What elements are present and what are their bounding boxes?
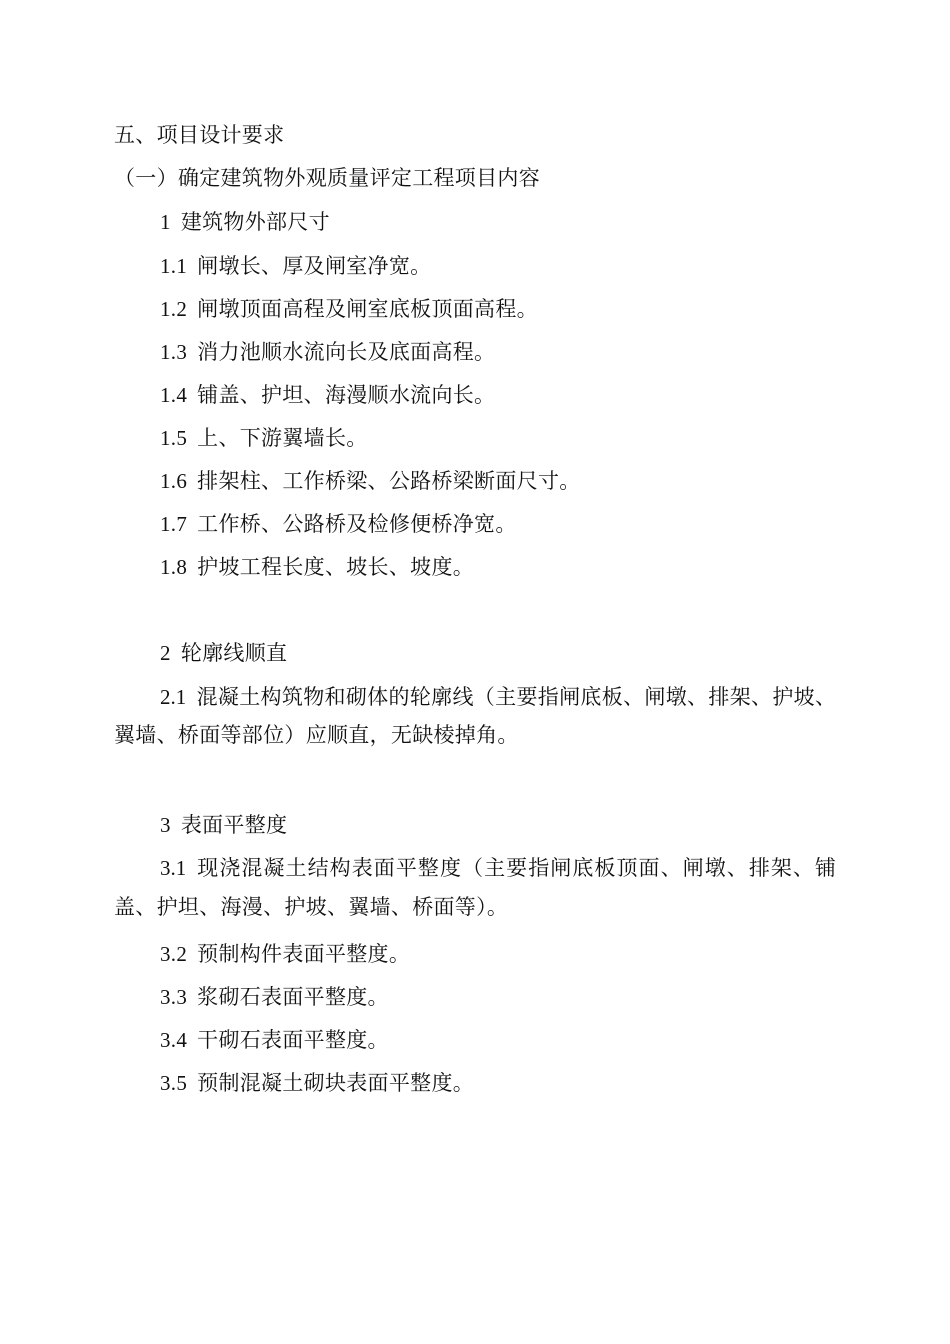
section-3-title [160,812,287,838]
item-number: 3.3 [160,985,188,1009]
item-number: 2.1 [160,685,187,709]
section-1-number: 1 [160,210,171,234]
list-item [160,253,431,279]
list-item [160,554,474,580]
item-text: 上、下游翼墙长。 [197,426,368,450]
item-number: 1.5 [160,426,188,450]
item-number: 1.3 [160,340,188,364]
item-text: 干砌石表面平整度。 [197,1028,389,1052]
item-text: 预制混凝土砌块表面平整度。 [197,1071,475,1095]
item-text: 工作桥、公路桥及检修便桥净宽。 [197,512,517,536]
item-text: 排架柱、工作桥梁、公路桥梁断面尺寸。 [197,469,581,493]
item-text: 护坡工程长度、坡长、坡度。 [197,555,475,579]
section-heading: 五、项目设计要求 [114,123,285,147]
item-text: 混凝土构筑物和砌体的轮廓线（主要指闸底板、闸墩、排架、护坡、 [196,685,836,709]
section-2-text: 轮廓线顺直 [180,641,288,665]
subsection-heading: （一）确定建筑物外观质量评定工程项目内容 [114,166,540,190]
item-text: 浆砌石表面平整度。 [197,985,389,1009]
item-number: 3.4 [160,1028,188,1052]
list-item [160,1027,389,1053]
item-number: 1.1 [160,254,188,278]
list-item [160,339,495,365]
item-number: 3.1 [160,856,187,880]
section-3-number: 3 [160,813,171,837]
item-text: 预制构件表面平整度。 [197,942,411,966]
item-text: 闸墩顶面高程及闸室底板顶面高程。 [197,297,538,321]
item-text: 闸墩长、厚及闸室净宽。 [197,254,432,278]
item-text: 现浇混凝土结构表面平整度（主要指闸底板顶面、闸墩、排架、铺 [196,856,836,880]
paragraph-3-1-line-2: 盖、护坦、海漫、护坡、翼墙、桥面等）。 [114,895,509,919]
list-item [160,941,410,967]
section-2-number: 2 [160,641,171,665]
section-2-title [160,640,287,666]
list-item [160,511,517,537]
item-number: 1.6 [160,469,188,493]
list-item [160,382,495,408]
list-item [160,1070,474,1096]
item-text: 消力池顺水流向长及底面高程。 [197,340,496,364]
item-number: 1.8 [160,555,188,579]
list-item [160,425,368,451]
item-number: 1.2 [160,297,188,321]
section-1-title [160,209,330,235]
item-number: 3.5 [160,1071,188,1095]
list-item [160,296,538,322]
list-item [160,468,581,494]
item-number: 3.2 [160,942,188,966]
list-item [160,984,389,1010]
paragraph-2-1-line-1 [160,684,836,710]
section-1-text: 建筑物外部尺寸 [180,210,330,234]
section-3-text: 表面平整度 [180,813,288,837]
item-number: 1.7 [160,512,188,536]
item-text: 铺盖、护坦、海漫顺水流向长。 [197,383,496,407]
paragraph-3-1-line-1 [160,855,836,881]
paragraph-2-1-line-2: 翼墙、桥面等部位）应顺直，无缺棱掉角。 [114,723,519,747]
item-number: 1.4 [160,383,188,407]
